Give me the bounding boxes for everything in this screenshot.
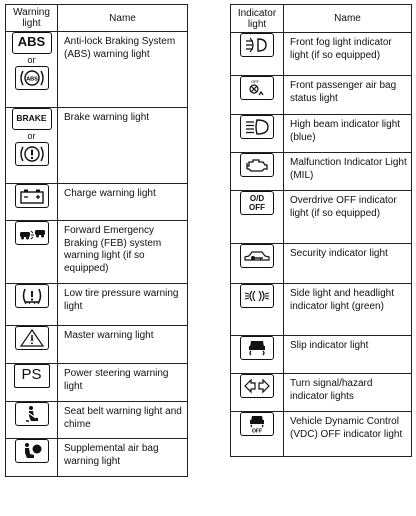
abs-circle-icon <box>15 66 49 90</box>
warning-light-table <box>5 4 188 477</box>
brake-warning-name: Brake warning light <box>58 108 188 184</box>
charge-warning-name: Charge warning light <box>58 184 188 221</box>
side-light-name: Side light and headlight indicator light (green) <box>284 284 412 336</box>
svg-text:OFF: OFF <box>252 428 262 434</box>
power-steering-name: Power steering warning light <box>58 364 188 402</box>
table-row <box>231 153 412 191</box>
front-fog-light-icon <box>240 33 274 57</box>
air-bag-icon <box>15 439 49 463</box>
seatbelt-icon-cell <box>6 402 58 439</box>
mil-icon-cell <box>231 153 284 191</box>
high-beam-icon-cell <box>231 115 284 153</box>
feb-icon-cell <box>6 221 58 284</box>
seat-belt-icon <box>15 402 49 426</box>
battery-icon <box>15 184 49 208</box>
turn-signal-arrows-icon <box>240 374 274 398</box>
svg-text:OFF: OFF <box>251 79 259 84</box>
warning-light-header: Warning light <box>6 5 58 32</box>
or-label: or <box>27 55 36 65</box>
master-warning-name: Master warning light <box>58 326 188 364</box>
high-beam-name: High beam indicator light (blue) <box>284 115 412 153</box>
abs-warning-name: Anti-lock Braking System (ABS) warning light <box>58 32 188 108</box>
slip-indicator-icon <box>240 336 274 360</box>
engine-malfunction-icon <box>240 153 274 177</box>
vdc-off-name: Vehicle Dynamic Control (VDC) OFF indicator light <box>284 412 412 457</box>
table-row <box>6 402 188 439</box>
vdc-off-icon <box>240 412 274 436</box>
indicator-light-table <box>230 4 412 457</box>
table-row <box>6 364 188 402</box>
table-row <box>231 76 412 115</box>
svg-text:ABS: ABS <box>25 76 38 83</box>
table-row <box>231 284 412 336</box>
name-header: Name <box>284 5 412 33</box>
mil-name: Malfunction Indicator Light (MIL) <box>284 153 412 191</box>
brake-text-icon: BRAKE <box>12 108 52 130</box>
tire-icon-cell <box>6 284 58 326</box>
table-row <box>6 184 188 221</box>
table-row <box>231 191 412 244</box>
od-icon-cell <box>231 191 284 244</box>
ps-icon-cell <box>6 364 58 402</box>
high-beam-icon <box>240 115 274 139</box>
table-row <box>6 439 188 477</box>
table-row <box>231 244 412 284</box>
security-name: Security indicator light <box>284 244 412 284</box>
table-row <box>6 108 188 184</box>
abs-text-icon: ABS <box>12 32 52 54</box>
table-row <box>6 221 188 284</box>
security-icon-cell <box>231 244 284 284</box>
table-row <box>231 336 412 374</box>
name-header: Name <box>58 5 188 32</box>
turn-signal-name: Turn signal/hazard indicator lights <box>284 374 412 412</box>
seat-belt-name: Seat belt warning light and chime <box>58 402 188 439</box>
slip-name: Slip indicator light <box>284 336 412 374</box>
fog-icon-cell <box>231 33 284 76</box>
brake-icon-cell <box>6 108 58 184</box>
indicator-light-header: Indicator light <box>231 5 284 33</box>
side-headlight-icon <box>240 284 274 308</box>
charge-icon-cell <box>6 184 58 221</box>
airbag-icon-cell <box>6 439 58 477</box>
table-row <box>231 412 412 457</box>
master-icon-cell <box>6 326 58 364</box>
passenger-airbag-icon-cell <box>231 76 284 115</box>
table-row <box>6 326 188 364</box>
tire-pressure-icon <box>15 284 49 308</box>
power-steering-icon: PS <box>14 364 50 388</box>
security-car-key-icon <box>240 244 274 268</box>
overdrive-off-name: Overdrive OFF indicator light (if so equipped) <box>284 191 412 244</box>
abs-icon-cell <box>6 32 58 108</box>
table-row <box>231 33 412 76</box>
passenger-airbag-name: Front passenger air bag status light <box>284 76 412 115</box>
forward-emergency-braking-icon <box>15 221 49 245</box>
tire-pressure-name: Low tire pressure warning light <box>58 284 188 326</box>
master-warning-triangle-icon <box>15 326 49 350</box>
fog-light-name: Front fog light indicator light (if so equipped) <box>284 33 412 76</box>
air-bag-name: Supplemental air bag warning light <box>58 439 188 477</box>
turn-signal-icon-cell <box>231 374 284 412</box>
table-row <box>6 32 188 108</box>
brake-circle-icon <box>15 142 49 166</box>
overdrive-off-icon: O/D OFF <box>240 191 274 215</box>
table-row <box>6 284 188 326</box>
feb-warning-name: Forward Emergency Braking (FEB) system warning light (if so equipped) <box>58 221 188 284</box>
passenger-air-bag-status-icon <box>240 76 274 100</box>
or-label: or <box>27 131 36 141</box>
slip-icon-cell <box>231 336 284 374</box>
side-light-icon-cell <box>231 284 284 336</box>
table-row <box>231 374 412 412</box>
vdc-icon-cell <box>231 412 284 457</box>
table-row <box>231 115 412 153</box>
